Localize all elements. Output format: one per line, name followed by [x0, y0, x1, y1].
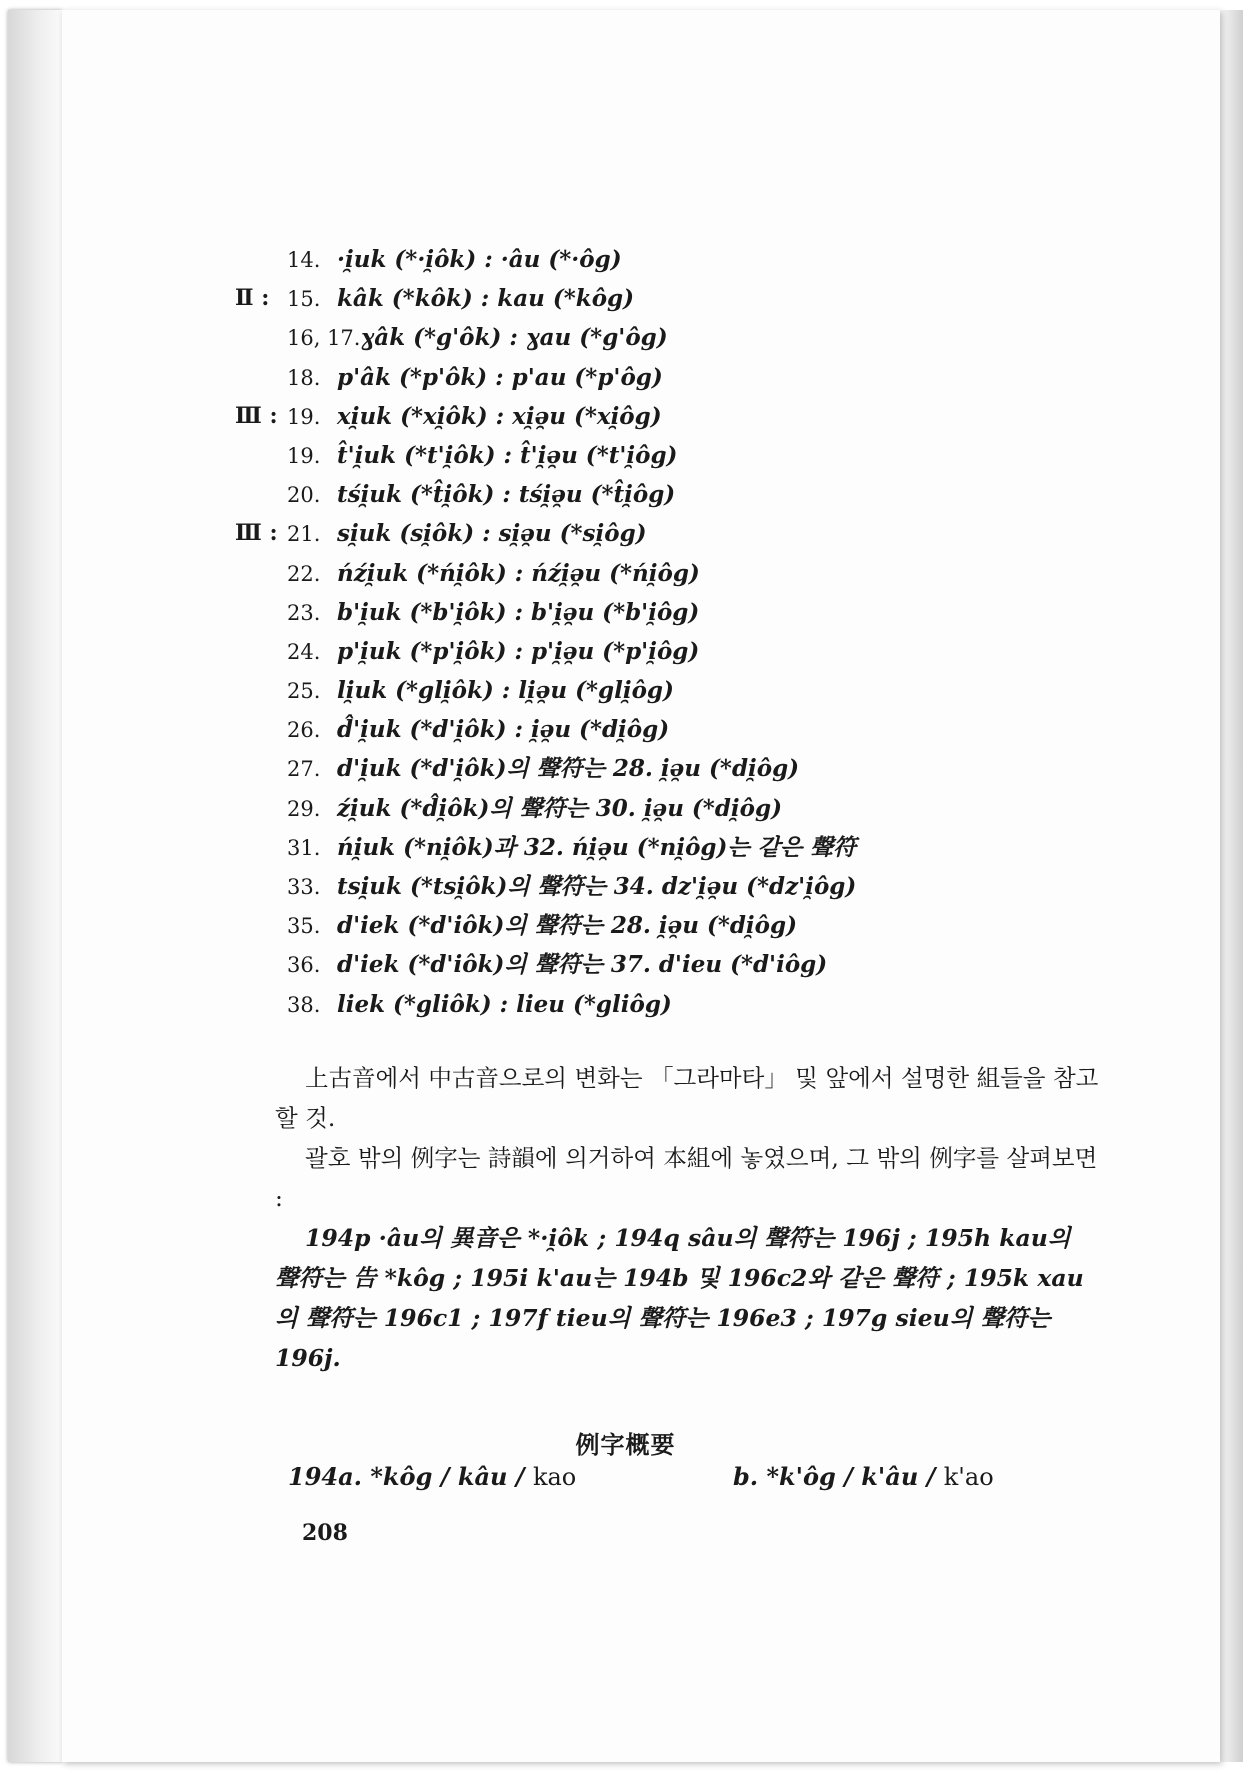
paragraph-1-text: 上古音에서 中古音으로의 변화는 「그라마타」 및 앞에서 설명한 組들을 참고할 것.: [275, 1064, 1099, 1132]
entry-194b-modern: k'ao: [943, 1463, 994, 1491]
item-number: 16, 17.: [287, 326, 361, 351]
item-number: 31.: [287, 835, 321, 860]
list-item: [287, 749, 1107, 788]
list-item: [287, 710, 1107, 749]
entry-194b-reconstruction: *k'ôg / k'âu /: [766, 1462, 936, 1491]
item-reconstruction: ·i̯uk (*·i̯ôk) : ·âu (*·ôg): [337, 246, 622, 273]
item-number: 29.: [287, 796, 321, 821]
item-reconstruction: d'i̯uk (*d'i̯ôk)의 聲符는 28. i̯ə̯u (*di̯ôg): [337, 755, 800, 783]
paragraph-example-notes: [275, 1218, 1100, 1378]
paragraph-examples-intro: [275, 1138, 1100, 1218]
item-number: 18.: [287, 365, 321, 390]
list-item: [287, 436, 1107, 475]
reconstruction-list: [235, 240, 1107, 1024]
list-item: [287, 867, 1107, 906]
list-item: [235, 514, 1107, 553]
item-reconstruction: d̂'i̯uk (*d'i̯ôk) : i̯ə̯u (*di̯ôg): [337, 716, 670, 744]
list-item: [235, 397, 1107, 436]
list-item: [287, 985, 1107, 1024]
section-heading: 例字概要: [575, 1430, 676, 1459]
list-item: [287, 554, 1107, 593]
item-reconstruction: si̯uk (si̯ôk) : si̯ə̯u (*si̯ôg): [337, 520, 647, 548]
page-number: 208: [302, 1520, 348, 1546]
list-item: [287, 789, 1107, 828]
item-number: 27.: [287, 757, 321, 782]
item-number: 33.: [287, 875, 321, 899]
paragraph-3-text: 194p ·âu의 異音은 *·i̯ôk ; 194q sâu의 聲符는 196j ; 195h kau의 聲符는 告 *kôg ; 195i k'au는 194b 및 196c2와 같은 聲符 ; 195k xau의 聲符는 196c1 ; 197f tieu의 聲符는 196e3 ; 197g sieu의 聲符는 196j.: [275, 1224, 1084, 1372]
entry-194a-label: 194a.: [288, 1462, 363, 1491]
list-item: [287, 906, 1107, 945]
entry-194b-label: b.: [733, 1462, 759, 1491]
item-reconstruction: d'iek (*d'iôk)의 聲符는 28. i̯ə̯u (*di̯ôg): [337, 912, 797, 940]
list-item: [287, 240, 1107, 279]
item-number: 20.: [287, 483, 321, 508]
list-item: [287, 671, 1107, 710]
list-item: [287, 828, 1107, 867]
item-reconstruction: p'âk (*p'ôk) : p'au (*p'ôg): [337, 363, 663, 391]
list-item: [235, 279, 1107, 318]
entry-194a-reconstruction: *kôg / kâu /: [370, 1462, 525, 1491]
item-reconstruction: d'iek (*d'iôk)의 聲符는 37. d'ieu (*d'iôg): [337, 951, 828, 979]
paragraph-2-text: 괄호 밖의 例字는 詩韻에 의거하여 本組에 놓였으며, 그 밖의 例字를 살펴보면 :: [275, 1144, 1098, 1212]
item-number: 26.: [287, 718, 321, 743]
item-reconstruction: ńi̯uk (*ni̯ôk)과 32. ńi̯ə̯u (*ni̯ôg)는 같은 聲符: [337, 833, 857, 861]
entry-194b: [733, 1462, 994, 1491]
item-reconstruction: ńźi̯uk (*ńi̯ôk) : ńźi̯ə̯u (*ńi̯ôg): [337, 559, 700, 587]
item-number: 36.: [287, 953, 321, 978]
list-item: [287, 358, 1107, 397]
item-reconstruction: t̂'i̯uk (*t'i̯ôk) : t̂'i̯ə̯u (*t'i̯ôg): [337, 441, 678, 469]
item-reconstruction: xi̯uk (*xi̯ôk) : xi̯ə̯u (*xi̯ôg): [337, 402, 662, 430]
item-reconstruction: liek (*gliôk) : lieu (*gliôg): [337, 990, 672, 1018]
item-number: 15.: [287, 287, 321, 312]
list-item: [287, 475, 1107, 514]
item-reconstruction: b'i̯uk (*b'i̯ôk) : b'i̯ə̯u (*b'i̯ôg): [337, 598, 700, 626]
list-item: [287, 318, 1107, 357]
item-reconstruction: tsi̯uk (*tsi̯ôk)의 聲符는 34. dz'i̯ə̯u (*dz'i̯ôg): [337, 873, 857, 900]
list-item: [287, 593, 1107, 632]
item-number: 25.: [287, 679, 321, 704]
item-number: 14.: [287, 248, 321, 272]
item-number: 19.: [287, 404, 321, 429]
item-reconstruction: p'i̯uk (*p'i̯ôk) : p'i̯ə̯u (*p'i̯ôg): [337, 637, 700, 665]
item-reconstruction: li̯uk (*gli̯ôk) : li̯ə̯u (*gli̯ôg): [337, 677, 674, 705]
item-number: 24.: [287, 639, 321, 664]
item-reconstruction: ɣâk (*g'ôk) : ɣau (*g'ôg): [360, 324, 668, 352]
entry-194a: [288, 1462, 576, 1491]
paragraph-sound-change: [275, 1058, 1100, 1138]
book-spine-edge: [8, 10, 62, 1762]
item-reconstruction: źi̯uk (*d̂i̯ôk)의 聲符는 30. i̯ə̯u (*di̯ôg): [337, 794, 782, 822]
item-number: 19.: [287, 443, 321, 468]
list-item: [287, 945, 1107, 984]
item-number: 35.: [287, 914, 321, 939]
item-reconstruction: kâk (*kôk) : kau (*kôg): [337, 285, 635, 313]
book-right-edge: [1219, 10, 1243, 1762]
group-roman-numeral: Ⅲ :: [235, 402, 278, 429]
group-roman-numeral: Ⅲ :: [235, 520, 278, 547]
list-item: [287, 632, 1107, 671]
item-number: 21.: [287, 522, 321, 547]
group-roman-numeral: Ⅱ :: [235, 285, 270, 312]
item-number: 23.: [287, 600, 321, 625]
item-number: 22.: [287, 561, 321, 586]
item-reconstruction: tśi̯uk (*t̂i̯ôk) : tśi̯ə̯u (*t̂i̯ôg): [337, 481, 676, 509]
item-number: 38.: [287, 992, 321, 1017]
entry-194a-modern: kao: [532, 1463, 577, 1491]
